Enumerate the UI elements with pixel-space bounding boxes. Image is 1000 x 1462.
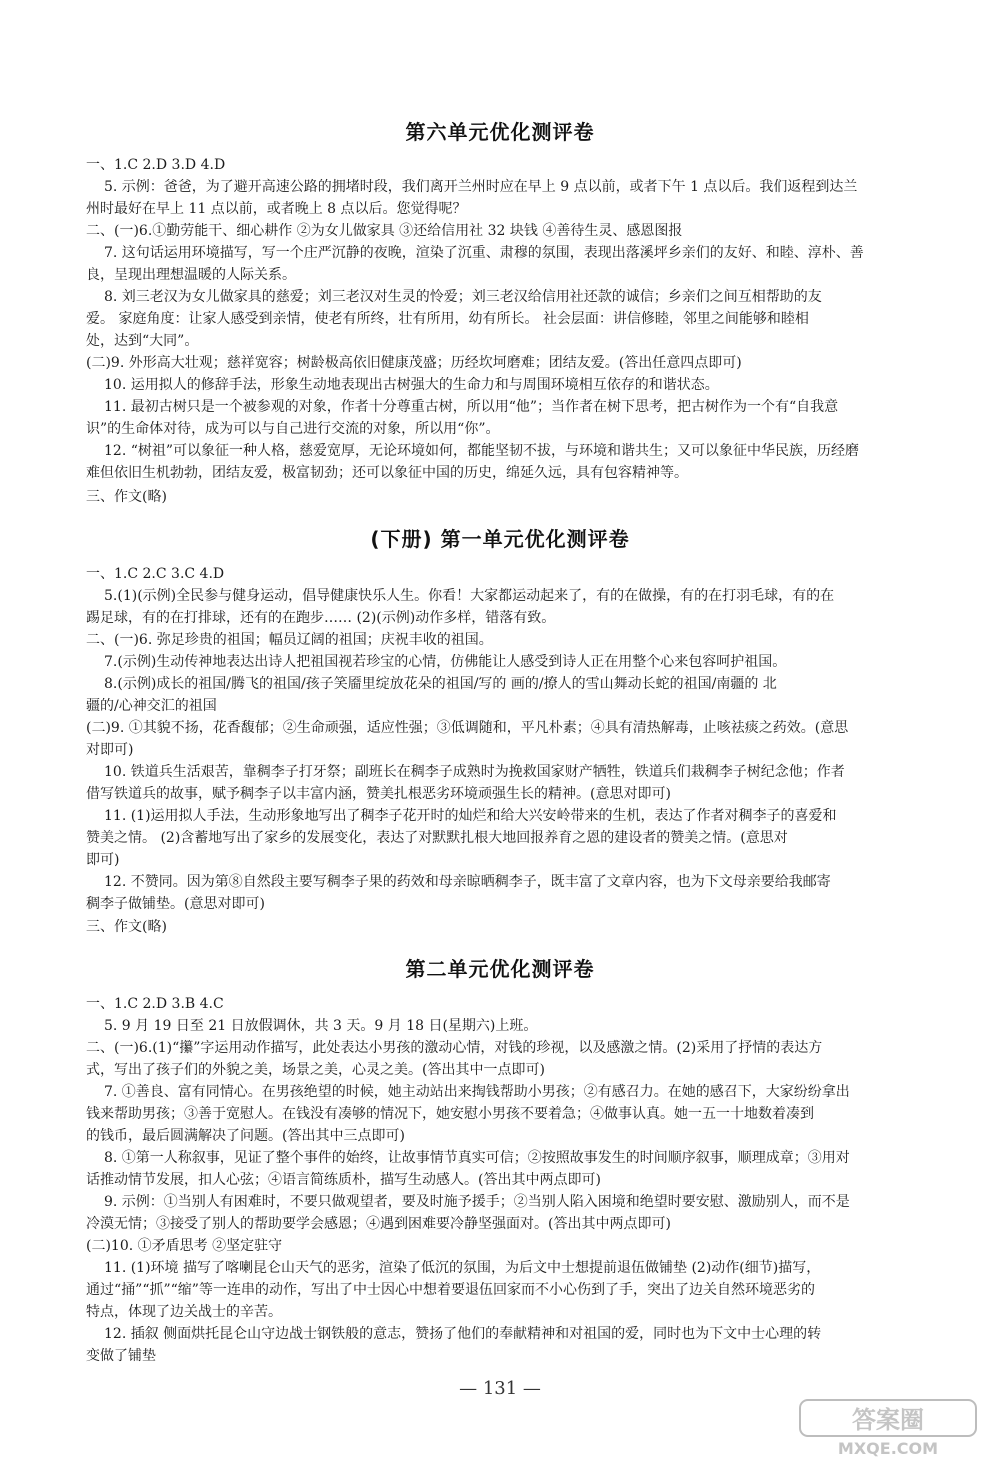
answer-line: 二、(一)6. 弥足珍贵的祖国；幅员辽阔的祖国；庆祝丰收的祖国。 <box>86 632 493 648</box>
answer-line: 良，呈现出理想温暖的人际关系。 <box>86 267 296 283</box>
answer-line: 处，达到“大同”。 <box>86 333 199 349</box>
answer-line: 11. (1)运用拟人手法，生动形象地写出了稠李子花开时的灿烂和给大兴安岭带来的生机，表达了作者对稠李子的喜爱和 <box>104 808 837 824</box>
page-number: — 131 — <box>459 1378 541 1399</box>
answer-line: 的钱币，最后圆满解决了问题。(答出其中三点即可) <box>86 1128 405 1144</box>
answer-line: 7. ①善良、富有同情心。在男孩绝望的时候，她主动站出来掏钱帮助小男孩；②有感召力。在她的感召下，大家纷纷拿出 <box>104 1084 850 1100</box>
answer-line: 三、作文(略) <box>86 919 167 935</box>
answer-line: 11. (1)环境 描写了喀喇昆仑山天气的恶劣，渲染了低沉的氛围，为后文中士想提前退伍做铺垫 (2)动作(细节)描写， <box>104 1260 821 1276</box>
answer-line: (二)10. ①矛盾思考 ②坚定驻守 <box>86 1238 283 1254</box>
answer-line: 一、1.C 2.D 3.D 4.D <box>86 157 226 173</box>
answer-line: 疆的/心神交汇的祖国 <box>86 698 217 714</box>
answer-line: 二、(一)6.(1)“攥”字运用动作描写，此处表达小男孩的激动心情，对钱的珍视，以及感激之情。(2)采用了抒情的表达方 <box>86 1040 823 1056</box>
answer-line: 8.(示例)成长的祖国/腾飞的祖国/孩子笑靥里绽放花朵的祖国/写的 画的/撩人的雪山舞动长蛇的祖国/南疆的 北 <box>104 676 777 692</box>
answer-line: 踢足球，有的在打排球，还有的在跑步…… (2)(示例)动作多样，错落有致。 <box>86 610 556 626</box>
answer-line: 8. 刘三老汉为女儿做家具的慈爱；刘三老汉对生灵的怜爱；刘三老汉给信用社还款的诚信；乡亲们之间互相帮助的友 <box>104 289 822 305</box>
answer-line: (二)9. ①其貌不扬，花香馥郁；②生命顽强，适应性强；③低调随和，平凡朴素；④具有清热解毒，止咳祛痰之药效。(意思 <box>86 720 849 736</box>
answer-line: 11. 最初古树只是一个被参观的对象，作者十分尊重古树，所以用“他”；当作者在树下思考，把古树作为一个有“自我意 <box>104 399 839 415</box>
answer-line: 12. “树祖”可以象征一种人格，慈爱宽厚，无论环境如何，都能坚韧不拔，与环境和谐共生；又可以象征中华民族，历经磨 <box>104 443 860 459</box>
answer-line: 借写铁道兵的故事，赋予稠李子以丰富内涵，赞美扎根恶劣环境顽强生长的精神。(意思对即可) <box>86 786 671 802</box>
answer-line: 赞美之情。 (2)含蓄地写出了家乡的发展变化，表达了对默默扎根大地回报养育之恩的建设者的赞美之情。(意思对 <box>86 830 788 846</box>
answer-line: 州时最好在早上 11 点以前，或者晚上 8 点以后。您觉得呢？ <box>86 201 467 217</box>
answer-line: 识”的生命体对待，成为可以与自己进行交流的对象，所以用“你”。 <box>86 421 500 437</box>
answer-line: 三、作文(略) <box>86 489 167 505</box>
watermark-text: 答案圈 <box>852 1406 924 1434</box>
answer-line: 钱来帮助男孩；③善于宽慰人。在钱没有凑够的情况下，她安慰小男孩不要着急；④做事认真。她一五一十地数着凑到 <box>86 1106 814 1122</box>
answer-line: 难但依旧生机勃勃，团结友爱，极富韧劲；还可以象征中国的历史，绵延久远，具有包容精神等。 <box>86 465 688 481</box>
answer-line: 8. ①第一人称叙事，见证了整个事件的始终，让故事情节真实可信；②按照故事发生的时间顺序叙事，顺理成章；③用对 <box>104 1150 850 1166</box>
answer-line: 二、(一)6.①勤劳能干、细心耕作 ②为女儿做家具 ③还给信用社 32 块钱 ④善待生灵、感恩图报 <box>86 223 683 239</box>
watermark-logo-icon <box>798 1398 978 1458</box>
section-down1-title: (下册) 第一单元优化测评卷 <box>370 527 630 551</box>
section2-title: 第二单元优化测评卷 <box>405 957 595 981</box>
answer-line: 话推动情节发展，扣人心弦；④语言简练质朴，描写生动感人。(答出其中两点即可) <box>86 1172 601 1188</box>
answer-line: 即可) <box>86 852 120 868</box>
answer-line: 5. 示例：爸爸，为了避开高速公路的拥堵时段，我们离开兰州时应在早上 9 点以前，或者下午 1 点以后。我们返程到达兰 <box>104 179 858 195</box>
answer-line: 通过“捅”“抓”“缩”等一连串的动作，写出了中士因心中想着要退伍回家而不小心伤到了手，突出了边关自然环境恶劣的 <box>86 1282 815 1298</box>
answer-line: 变做了铺垫 <box>86 1348 156 1364</box>
answer-line: 一、1.C 2.C 3.C 4.D <box>86 566 225 582</box>
answer-line: 7. 这句话运用环境描写，写一个庄严沉静的夜晚，渲染了沉重、肃穆的氛围，表现出落溪坪乡亲们的友好、和睦、淳朴、善 <box>104 245 864 261</box>
answer-line: 一、1.C 2.D 3.B 4.C <box>86 996 224 1012</box>
answer-line: 稠李子做铺垫。(意思对即可) <box>86 896 265 912</box>
answer-line: 冷漠无情；③接受了别人的帮助要学会感恩；④遇到困难要冷静坚强面对。(答出其中两点即可) <box>86 1216 671 1232</box>
watermark-site: MXQE.COM <box>837 1439 939 1458</box>
answer-line: 7.(示例)生动传神地表达出诗人把祖国视若珍宝的心情，仿佛能让人感受到诗人正在用整个心来包容呵护祖国。 <box>104 654 787 670</box>
answer-line: 10. 铁道兵生活艰苦，靠稠李子打牙祭；副班长在稠李子成熟时为挽救国家财产牺牲，铁道兵们栽稠李子树纪念他；作者 <box>104 764 845 780</box>
answer-line: 5.(1)(示例)全民参与健身运动，倡导健康快乐人生。你看！大家都运动起来了，有的在做操，有的在打羽毛球，有的在 <box>104 588 835 604</box>
answer-line: 9. 示例：①当别人有困难时，不要只做观望者，要及时施予援手；②当别人陷入困境和绝望时要安慰、激励别人，而不是 <box>104 1194 850 1210</box>
answer-line: 5. 9 月 19 日至 21 日放假调休，共 3 天。9 月 18 日(星期六)上班。 <box>104 1018 538 1034</box>
answer-line: (二)9. 外形高大壮观；慈祥宽容；树龄极高依旧健康茂盛；历经坎坷磨难；团结友爱。(答出任意四点即可) <box>86 355 742 371</box>
section6-title: 第六单元优化测评卷 <box>405 120 595 144</box>
answer-line: 12. 不赞同。因为第⑧自然段主要写稠李子果的药效和母亲晾晒稠李子，既丰富了文章内容，也为下文母亲要给我邮寄 <box>104 874 831 890</box>
answer-line: 10. 运用拟人的修辞手法，形象生动地表现出古树强大的生命力和与周围环境相互依存的和谐状态。 <box>104 377 719 393</box>
answer-line: 特点，体现了边关战士的辛苦。 <box>86 1304 282 1320</box>
answer-line: 式，写出了孩子们的外貌之美，场景之美，心灵之美。(答出其中一点即可) <box>86 1062 545 1078</box>
answer-line: 12. 插叙 侧面烘托昆仑山守边战士钢铁般的意志，赞扬了他们的奉献精神和对祖国的爱，同时也为下文中士心理的转 <box>104 1326 822 1342</box>
answer-line: 对即可) <box>86 742 134 758</box>
answer-line: 爱。 家庭角度：让家人感受到亲情，使老有所终，壮有所用，幼有所长。 社会层面：讲信修睦，邻里之间能够和睦相 <box>86 311 809 327</box>
